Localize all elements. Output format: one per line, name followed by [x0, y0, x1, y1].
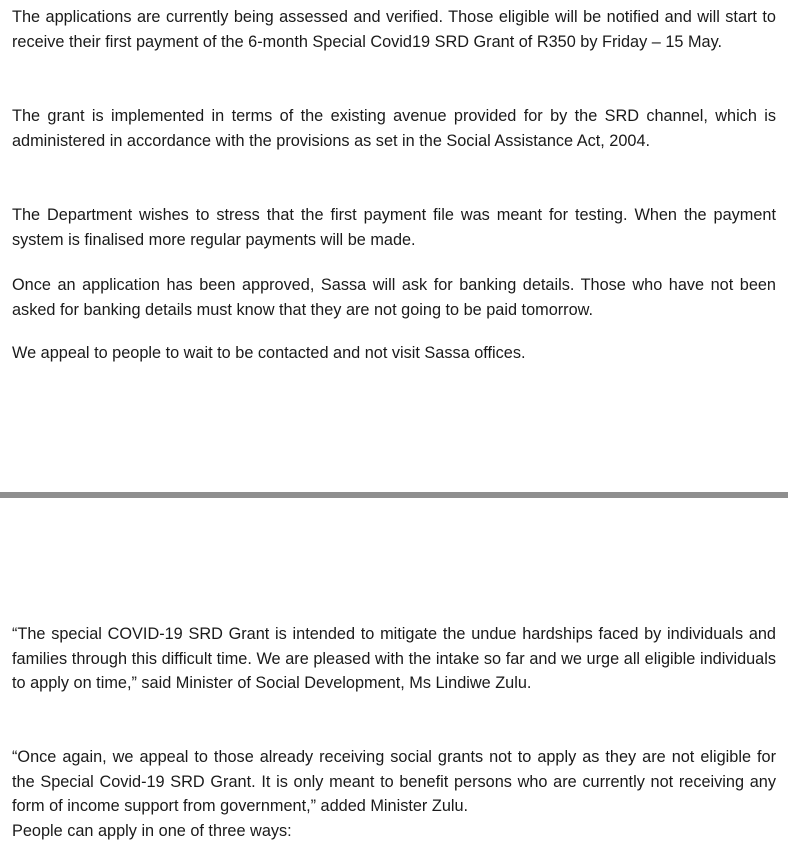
- paragraph-appeal-existing-grants: “Once again, we appeal to those already receiving social grants not to apply as they are not eligible for the Special Covid-19 SRD Grant. It is only meant to benefit persons who are currently not receiving any form of income support from government,” added Minister Zulu.: [12, 748, 776, 815]
- paragraph-appeal-wait: We appeal to people to wait to be contacted and not visit Sassa offices.: [12, 344, 526, 362]
- paragraph-minister-quote: “The special COVID-19 SRD Grant is intended to mitigate the undue hardships faced by individuals and families through this difficult time. We are pleased with the intake so far and we urge all eligible individuals to apply on time,” said Minister of Social Development, Ms Lindiwe Zulu.: [12, 625, 776, 692]
- paragraph-apply-ways: People can apply in one of three ways:: [12, 822, 292, 840]
- paragraph-grant-implemented: The grant is implemented in terms of the existing avenue provided for by the SRD channel, which is administered in accordance with the provisions as set in the Social Assistance Act, 2004.: [12, 107, 776, 150]
- paragraph-payment-testing: The Department wishes to stress that the first payment file was meant for testing. When the payment system is finalised more regular payments will be made.: [12, 206, 776, 249]
- paragraph-applications-assessed: The applications are currently being assessed and verified. Those eligible will be notified and will start to receive their first payment of the 6-month Special Covid19 SRD Grant of R350 by Friday – 15 May.: [12, 8, 776, 51]
- document-page-2: [0, 498, 788, 850]
- paragraph-banking-details: Once an application has been approved, Sassa will ask for banking details. Those who have not been asked for banking details must know that they are not going to be paid tomorrow.: [12, 276, 776, 319]
